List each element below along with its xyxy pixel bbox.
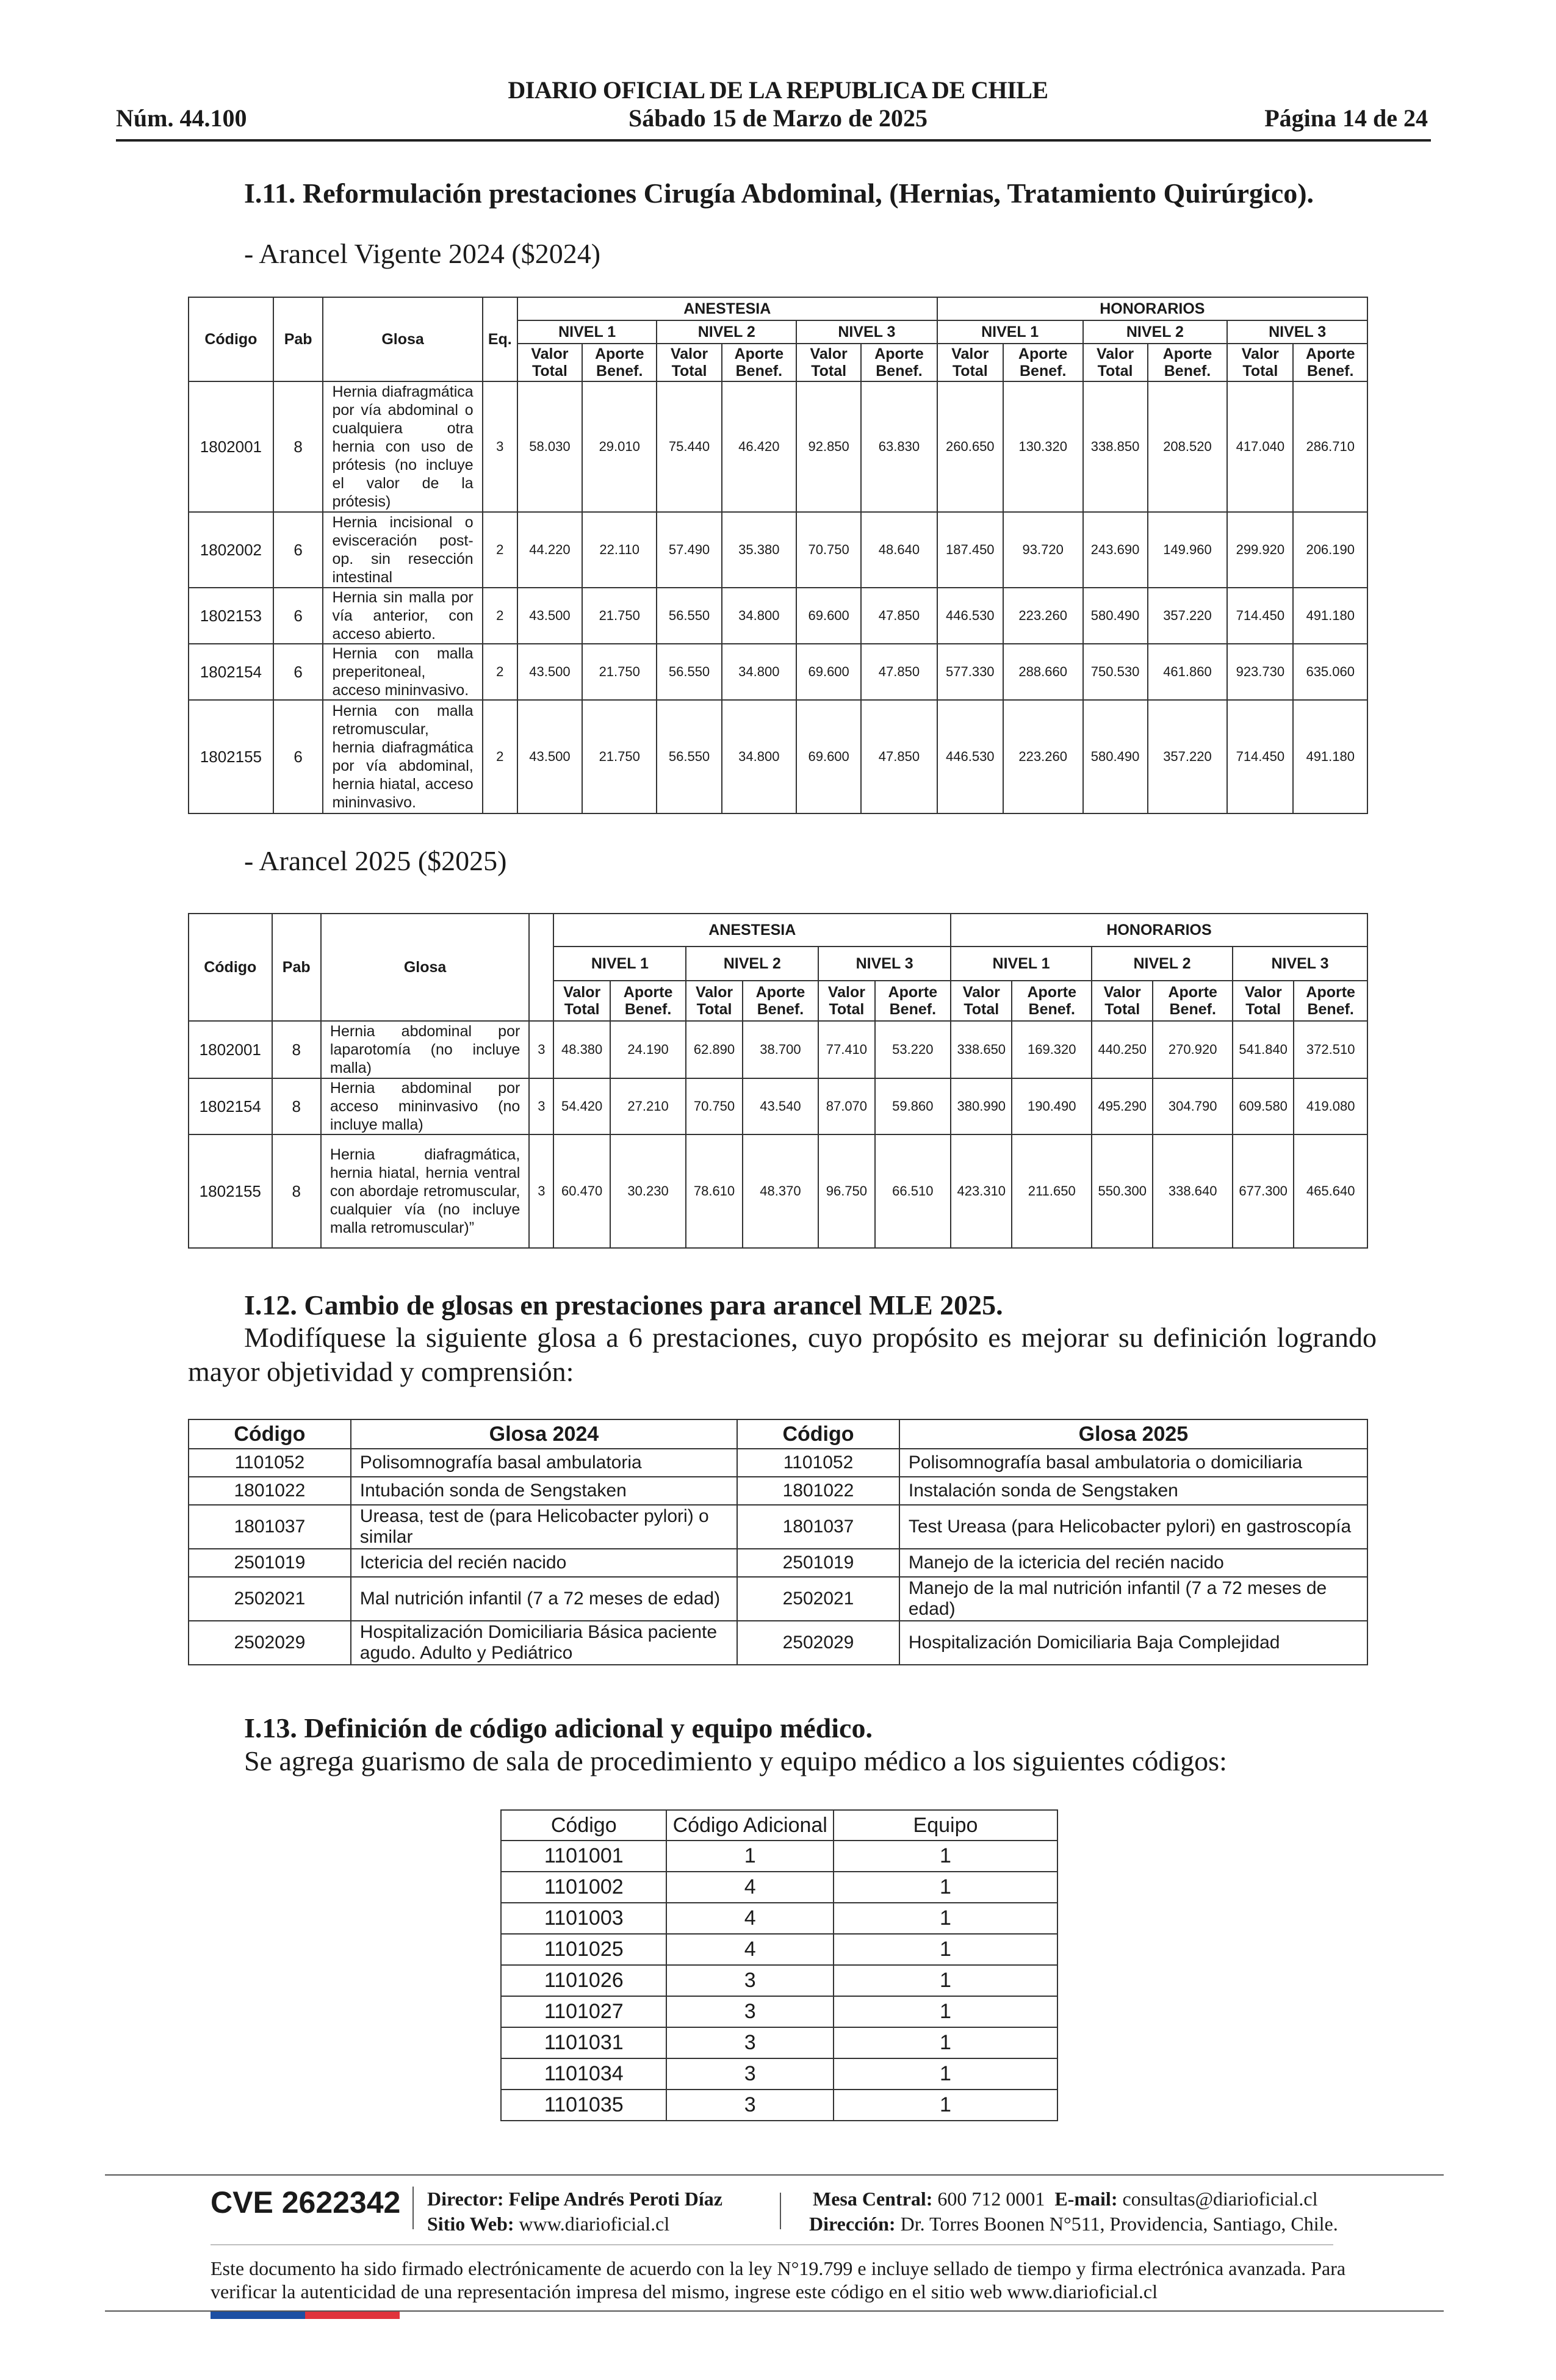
- cell-value: 69.600: [796, 644, 861, 700]
- cell-value: 96.750: [818, 1134, 874, 1248]
- cell-value: 635.060: [1293, 644, 1367, 700]
- table-row: [501, 1841, 1057, 1872]
- cell-glosa: Manejo de la ictericia del recién nacido: [899, 1549, 1367, 1577]
- cell-value: 43.540: [743, 1078, 819, 1134]
- cell-codigo-adicional: 3: [666, 2090, 833, 2121]
- cell-equipo: 1: [834, 1872, 1057, 1903]
- table-row: [501, 1872, 1057, 1903]
- cell-value: 372.510: [1294, 1021, 1367, 1078]
- cell-eq: 2: [483, 700, 517, 813]
- cell-codigo-adicional: 4: [666, 1934, 833, 1965]
- cell-value: 62.890: [686, 1021, 742, 1078]
- table-row: [189, 644, 1367, 700]
- col-header: Código Adicional: [666, 1810, 833, 1841]
- col-aporte-benef: Aporte Benef.: [1012, 981, 1092, 1021]
- cell-equipo: 1: [834, 2090, 1057, 2121]
- col-header: Equipo: [834, 1810, 1057, 1841]
- cell-equipo: 1: [834, 2058, 1057, 2090]
- cell-pab: 8: [273, 381, 323, 512]
- col-an-nivel3: NIVEL 3: [818, 947, 951, 981]
- cell-value: 750.530: [1083, 644, 1148, 700]
- web-link[interactable]: www.diarioficial.cl: [519, 2213, 670, 2235]
- col-anestesia: ANESTESIA: [517, 297, 937, 320]
- cell-value: 43.500: [517, 644, 582, 700]
- cell-value: 577.330: [937, 644, 1003, 700]
- col-valor-total: Valor Total: [517, 344, 582, 381]
- cell-value: 223.260: [1003, 588, 1083, 644]
- col-valor-total: Valor Total: [657, 344, 721, 381]
- cell-pab: 6: [273, 512, 323, 588]
- footer-divider-2: [780, 2193, 781, 2229]
- cell-glosa: Intubación sonda de Sengstaken: [351, 1477, 737, 1505]
- cell-value: 461.860: [1148, 644, 1228, 700]
- cell-value: 38.700: [743, 1021, 819, 1078]
- cell-pab: 6: [273, 588, 323, 644]
- cell-codigo: 1801037: [189, 1505, 351, 1549]
- cell-codigo: 1802155: [189, 1134, 272, 1248]
- header-rule: [116, 139, 1431, 142]
- cell-pab: 8: [272, 1134, 321, 1248]
- col-header: Código: [189, 1419, 351, 1449]
- cell-value: 30.230: [610, 1134, 686, 1248]
- footer-address: Dirección: Dr. Torres Boonen N°511, Providencia, Santiago, Chile.: [809, 2213, 1338, 2235]
- cell-value: 288.660: [1003, 644, 1083, 700]
- table-row: [189, 1078, 1367, 1134]
- cell-value: 423.310: [951, 1134, 1012, 1248]
- cell-value: 34.800: [722, 700, 796, 813]
- table-row: [501, 1965, 1057, 1996]
- table-arancel-2024: [188, 297, 1368, 814]
- section-13-paragraph: Se agrega guarismo de sala de procedimiento y equipo médico a los siguientes códigos:: [244, 1745, 1227, 1776]
- cell-value: 58.030: [517, 381, 582, 512]
- cell-codigo: 1802155: [189, 700, 273, 813]
- table-row: [189, 1577, 1367, 1621]
- cell-equipo: 1: [834, 1965, 1057, 1996]
- cell-codigo: 2502021: [189, 1577, 351, 1621]
- cell-value: 21.750: [582, 588, 657, 644]
- cell-value: 208.520: [1148, 381, 1228, 512]
- cell-codigo: 1101034: [501, 2058, 666, 2090]
- cell-value: 59.860: [875, 1078, 951, 1134]
- cell-codigo: 1802154: [189, 1078, 272, 1134]
- cell-value: 187.450: [937, 512, 1003, 588]
- cell-value: 75.440: [657, 381, 721, 512]
- cell-equipo: 1: [834, 1903, 1057, 1934]
- cell-value: 87.070: [818, 1078, 874, 1134]
- cell-value: 69.600: [796, 700, 861, 813]
- cell-eq: 3: [529, 1078, 553, 1134]
- cell-glosa: Hernia diafragmática por vía abdominal o cualquiera otra hernia con uso de prótesis (no incluye el valor de la prótesis): [323, 381, 482, 512]
- cell-codigo-adicional: 3: [666, 2027, 833, 2058]
- col-eq: Eq.: [483, 297, 517, 381]
- cell-value: 714.450: [1227, 588, 1293, 644]
- arancel-2025-subtitle: - Arancel 2025 ($2025): [244, 845, 507, 876]
- cell-codigo: 1101003: [501, 1903, 666, 1934]
- col-aporte-benef: Aporte Benef.: [610, 981, 686, 1021]
- table-row: [189, 1134, 1367, 1248]
- email-link[interactable]: consultas@diarioficial.cl: [1122, 2188, 1318, 2210]
- page-number: Página 14 de 24: [1264, 104, 1428, 132]
- cell-value: 43.500: [517, 700, 582, 813]
- table-row: [501, 2090, 1057, 2121]
- cell-value: 446.530: [937, 588, 1003, 644]
- cell-value: 57.490: [657, 512, 721, 588]
- cell-codigo: 1101025: [501, 1934, 666, 1965]
- cell-value: 53.220: [875, 1021, 951, 1078]
- cell-value: 260.650: [937, 381, 1003, 512]
- cell-glosa: Hospitalización Domiciliaria Baja Complejidad: [899, 1621, 1367, 1665]
- cell-glosa: Hernia con malla retromuscular, hernia diafragmática por vía abdominal, hernia hiatal, acceso mininvasivo.: [323, 700, 482, 813]
- section-11-title: I.11. Reformulación prestaciones Cirugía Abdominal, (Hernias, Tratamiento Quirúrgico).: [244, 178, 1314, 209]
- cell-value: 27.210: [610, 1078, 686, 1134]
- cell-eq: 3: [529, 1134, 553, 1248]
- col-header: Glosa 2024: [351, 1419, 737, 1449]
- col-an-nivel2: NIVEL 2: [657, 320, 796, 344]
- table-codigo-adicional: [500, 1809, 1058, 2121]
- cell-value: 541.840: [1233, 1021, 1294, 1078]
- cell-value: 48.370: [743, 1134, 819, 1248]
- footer-note: Este documento ha sido firmado electrónicamente de acuerdo con la ley N°19.799 e incluye sellado de tiempo y firma electrónica avanzada. Para verificar la autenticidad de una representación impresa del mismo, ingrese este código en el sitio web www.diarioficial.cl: [211, 2257, 1346, 2302]
- cell-pab: 6: [273, 644, 323, 700]
- col-pab: Pab: [272, 914, 321, 1021]
- cell-glosa: Ictericia del recién nacido: [351, 1549, 737, 1577]
- cell-value: 56.550: [657, 700, 721, 813]
- cell-value: 357.220: [1148, 700, 1228, 813]
- footer-divider: [412, 2187, 414, 2229]
- col-aporte-benef: Aporte Benef.: [1148, 344, 1228, 381]
- cell-equipo: 1: [834, 2027, 1057, 2058]
- cell-value: 47.850: [861, 644, 937, 700]
- cell-value: 206.190: [1293, 512, 1367, 588]
- section-12-paragraph: Modifíquese la siguiente glosa a 6 prestaciones, cuyo propósito es mejorar su definición logrando mayor objetividad y comprensión:: [188, 1322, 1377, 1387]
- cell-value: 22.110: [582, 512, 657, 588]
- col-valor-total: Valor Total: [1233, 981, 1294, 1021]
- cell-value: 29.010: [582, 381, 657, 512]
- table-row: [189, 1021, 1367, 1078]
- col-an-nivel3: NIVEL 3: [796, 320, 937, 344]
- col-valor-total: Valor Total: [951, 981, 1012, 1021]
- table-row: [189, 588, 1367, 644]
- cell-value: 78.610: [686, 1134, 742, 1248]
- cell-codigo: 1801037: [737, 1505, 899, 1549]
- issue-number: Núm. 44.100: [116, 104, 247, 132]
- table-row: [189, 381, 1367, 512]
- col-glosa: Glosa: [323, 297, 482, 381]
- cell-value: 190.490: [1012, 1078, 1092, 1134]
- cell-value: 47.850: [861, 700, 937, 813]
- col-valor-total: Valor Total: [553, 981, 610, 1021]
- cell-codigo: 1101052: [737, 1449, 899, 1477]
- cell-codigo-adicional: 4: [666, 1903, 833, 1934]
- table-row: [189, 1477, 1367, 1505]
- footer-director: Director: Felipe Andrés Peroti Díaz: [427, 2188, 722, 2210]
- col-ho-nivel2: NIVEL 2: [1083, 320, 1228, 344]
- cell-glosa: Hernia diafragmática, hernia hiatal, hernia ventral con abordaje retromuscular, cualquier vía (no incluye malla retromuscular)”: [321, 1134, 529, 1248]
- cell-codigo: 1801022: [737, 1477, 899, 1505]
- cell-pab: 8: [272, 1021, 321, 1078]
- cell-codigo: 1101026: [501, 1965, 666, 1996]
- cell-glosa: Mal nutrición infantil (7 a 72 meses de edad): [351, 1577, 737, 1621]
- col-codigo: Código: [189, 914, 272, 1021]
- cell-value: 21.750: [582, 700, 657, 813]
- cell-codigo: 1801022: [189, 1477, 351, 1505]
- table-row: [501, 2027, 1057, 2058]
- col-eq-blank: [529, 914, 553, 1021]
- section-13-title: I.13. Definición de código adicional y equipo médico.: [244, 1712, 873, 1744]
- table-row: [189, 512, 1367, 588]
- cell-codigo: 1802002: [189, 512, 273, 588]
- cell-value: 44.220: [517, 512, 582, 588]
- cell-codigo: 2502021: [737, 1577, 899, 1621]
- cell-codigo: 1101031: [501, 2027, 666, 2058]
- cell-codigo-adicional: 1: [666, 1841, 833, 1872]
- cell-value: 149.960: [1148, 512, 1228, 588]
- col-glosa: Glosa: [321, 914, 529, 1021]
- col-an-nivel2: NIVEL 2: [686, 947, 818, 981]
- col-honorarios: HONORARIOS: [951, 914, 1367, 947]
- cell-value: 56.550: [657, 644, 721, 700]
- cell-value: 48.640: [861, 512, 937, 588]
- col-valor-total: Valor Total: [1227, 344, 1293, 381]
- cell-value: 54.420: [553, 1078, 610, 1134]
- cell-glosa: Hernia incisional o evisceración post-op. sin resección intestinal: [323, 512, 482, 588]
- table-row: [189, 1549, 1367, 1577]
- cell-pab: 8: [272, 1078, 321, 1134]
- cell-codigo: 1101001: [501, 1841, 666, 1872]
- col-aporte-benef: Aporte Benef.: [722, 344, 796, 381]
- cell-codigo: 1802153: [189, 588, 273, 644]
- footer-web: Sitio Web: www.diarioficial.cl: [427, 2213, 670, 2235]
- col-aporte-benef: Aporte Benef.: [1153, 981, 1233, 1021]
- cell-value: 491.180: [1293, 588, 1367, 644]
- cell-codigo: 1101052: [189, 1449, 351, 1477]
- cell-value: 923.730: [1227, 644, 1293, 700]
- col-valor-total: Valor Total: [1083, 344, 1148, 381]
- col-header: Glosa 2025: [899, 1419, 1367, 1449]
- table-glosas: [188, 1419, 1368, 1665]
- cell-pab: 6: [273, 700, 323, 813]
- cell-codigo-adicional: 3: [666, 1996, 833, 2027]
- cell-value: 34.800: [722, 588, 796, 644]
- cell-codigo: 1101027: [501, 1996, 666, 2027]
- cell-codigo: 1101002: [501, 1872, 666, 1903]
- cve-code: CVE 2622342: [211, 2185, 401, 2220]
- col-aporte-benef: Aporte Benef.: [1293, 344, 1367, 381]
- cell-value: 70.750: [686, 1078, 742, 1134]
- cell-value: 169.320: [1012, 1021, 1092, 1078]
- cell-glosa: Hernia con malla preperitoneal, acceso mininvasivo.: [323, 644, 482, 700]
- cell-value: 93.720: [1003, 512, 1083, 588]
- cell-codigo-adicional: 3: [666, 1965, 833, 1996]
- col-aporte-benef: Aporte Benef.: [875, 981, 951, 1021]
- cell-value: 419.080: [1294, 1078, 1367, 1134]
- cell-value: 63.830: [861, 381, 937, 512]
- table-row: [189, 1449, 1367, 1477]
- col-valor-total: Valor Total: [937, 344, 1003, 381]
- table-row: [501, 1996, 1057, 2027]
- col-aporte-benef: Aporte Benef.: [1003, 344, 1083, 381]
- issue-date: Sábado 15 de Marzo de 2025: [629, 104, 927, 132]
- cell-value: 299.920: [1227, 512, 1293, 588]
- cell-value: 46.420: [722, 381, 796, 512]
- cell-value: 338.650: [951, 1021, 1012, 1078]
- cell-value: 92.850: [796, 381, 861, 512]
- col-ho-nivel3: NIVEL 3: [1233, 947, 1367, 981]
- cell-value: 580.490: [1083, 588, 1148, 644]
- cell-value: 714.450: [1227, 700, 1293, 813]
- cell-value: 270.920: [1153, 1021, 1233, 1078]
- table-row: [501, 2058, 1057, 2090]
- cell-value: 66.510: [875, 1134, 951, 1248]
- col-header: Código: [737, 1419, 899, 1449]
- cell-eq: 2: [483, 588, 517, 644]
- cell-codigo-adicional: 3: [666, 2058, 833, 2090]
- cell-value: 223.260: [1003, 700, 1083, 813]
- cell-value: 211.650: [1012, 1134, 1092, 1248]
- cell-value: 380.990: [951, 1078, 1012, 1134]
- flag-blue-bar: [211, 2312, 305, 2319]
- cell-value: 48.380: [553, 1021, 610, 1078]
- col-aporte-benef: Aporte Benef.: [743, 981, 819, 1021]
- cell-value: 69.600: [796, 588, 861, 644]
- cell-value: 70.750: [796, 512, 861, 588]
- cell-value: 550.300: [1092, 1134, 1153, 1248]
- cell-codigo: 1802001: [189, 381, 273, 512]
- cell-value: 47.850: [861, 588, 937, 644]
- section-12-title: I.12. Cambio de glosas en prestaciones para arancel MLE 2025.: [244, 1289, 1003, 1321]
- cell-value: 338.850: [1083, 381, 1148, 512]
- col-honorarios: HONORARIOS: [937, 297, 1367, 320]
- cell-glosa: Hospitalización Domiciliaria Básica paciente agudo. Adulto y Pediátrico: [351, 1621, 737, 1665]
- col-ho-nivel1: NIVEL 1: [937, 320, 1083, 344]
- cell-value: 495.290: [1092, 1078, 1153, 1134]
- cell-value: 609.580: [1233, 1078, 1294, 1134]
- cell-value: 130.320: [1003, 381, 1083, 512]
- cell-equipo: 1: [834, 1841, 1057, 1872]
- cell-eq: 3: [529, 1021, 553, 1078]
- col-an-nivel1: NIVEL 1: [553, 947, 686, 981]
- cell-value: 677.300: [1233, 1134, 1294, 1248]
- cell-value: 304.790: [1153, 1078, 1233, 1134]
- table-row: [501, 1903, 1057, 1934]
- cell-value: 77.410: [818, 1021, 874, 1078]
- cell-value: 43.500: [517, 588, 582, 644]
- col-valor-total: Valor Total: [1092, 981, 1153, 1021]
- cell-value: 286.710: [1293, 381, 1367, 512]
- cell-eq: 2: [483, 644, 517, 700]
- cell-codigo: 2502029: [189, 1621, 351, 1665]
- cell-codigo: 2501019: [737, 1549, 899, 1577]
- cell-value: 56.550: [657, 588, 721, 644]
- col-ho-nivel1: NIVEL 1: [951, 947, 1092, 981]
- cell-codigo: 1101035: [501, 2090, 666, 2121]
- cell-codigo: 1802154: [189, 644, 273, 700]
- cell-value: 440.250: [1092, 1021, 1153, 1078]
- newspaper-title: DIARIO OFICIAL DE LA REPUBLICA DE CHILE: [508, 76, 1048, 104]
- cell-value: 35.380: [722, 512, 796, 588]
- col-an-nivel1: NIVEL 1: [517, 320, 657, 344]
- table-row: [501, 1934, 1057, 1965]
- cell-value: 465.640: [1294, 1134, 1367, 1248]
- cell-glosa: Hernia sin malla por vía anterior, con acceso abierto.: [323, 588, 482, 644]
- cell-codigo: 2501019: [189, 1549, 351, 1577]
- col-anestesia: ANESTESIA: [553, 914, 951, 947]
- col-ho-nivel3: NIVEL 3: [1227, 320, 1367, 344]
- col-pab: Pab: [273, 297, 323, 381]
- col-aporte-benef: Aporte Benef.: [582, 344, 657, 381]
- col-valor-total: Valor Total: [818, 981, 874, 1021]
- table-row: [189, 700, 1367, 813]
- cell-glosa: Instalación sonda de Sengstaken: [899, 1477, 1367, 1505]
- table-arancel-2025: [188, 913, 1368, 1249]
- cell-value: 60.470: [553, 1134, 610, 1248]
- cell-value: 24.190: [610, 1021, 686, 1078]
- table-row: [189, 1621, 1367, 1665]
- cell-value: 357.220: [1148, 588, 1228, 644]
- col-aporte-benef: Aporte Benef.: [1294, 981, 1367, 1021]
- arancel-2024-subtitle: - Arancel Vigente 2024 ($2024): [244, 238, 601, 269]
- col-valor-total: Valor Total: [686, 981, 742, 1021]
- cell-eq: 3: [483, 381, 517, 512]
- cell-glosa: Test Ureasa (para Helicobacter pylori) en gastroscopía: [899, 1505, 1367, 1549]
- cell-glosa: Hernia abdominal por acceso mininvasivo (no incluye malla): [321, 1078, 529, 1134]
- cell-glosa: Polisomnografía basal ambulatoria: [351, 1449, 737, 1477]
- col-aporte-benef: Aporte Benef.: [861, 344, 937, 381]
- cell-glosa: Ureasa, test de (para Helicobacter pylori) o similar: [351, 1505, 737, 1549]
- cell-value: 580.490: [1083, 700, 1148, 813]
- table-row: [189, 1505, 1367, 1549]
- cell-equipo: 1: [834, 1934, 1057, 1965]
- cell-value: 21.750: [582, 644, 657, 700]
- cell-value: 446.530: [937, 700, 1003, 813]
- footer-contact: Mesa Central: 600 712 0001 E-mail: consultas@diarioficial.cl: [813, 2188, 1318, 2210]
- cell-equipo: 1: [834, 1996, 1057, 2027]
- flag-red-bar: [305, 2312, 400, 2319]
- cell-value: 417.040: [1227, 381, 1293, 512]
- col-ho-nivel2: NIVEL 2: [1092, 947, 1233, 981]
- cell-glosa: Polisomnografía basal ambulatoria o domiciliaria: [899, 1449, 1367, 1477]
- cell-value: 243.690: [1083, 512, 1148, 588]
- cell-value: 34.800: [722, 644, 796, 700]
- cell-glosa: Hernia abdominal por laparotomía (no incluye malla): [321, 1021, 529, 1078]
- cell-codigo-adicional: 4: [666, 1872, 833, 1903]
- cell-value: 338.640: [1153, 1134, 1233, 1248]
- col-header: Código: [501, 1810, 666, 1841]
- cell-eq: 2: [483, 512, 517, 588]
- col-valor-total: Valor Total: [796, 344, 861, 381]
- cell-value: 491.180: [1293, 700, 1367, 813]
- cell-glosa: Manejo de la mal nutrición infantil (7 a 72 meses de edad): [899, 1577, 1367, 1621]
- col-codigo: Código: [189, 297, 273, 381]
- cell-codigo: 1802001: [189, 1021, 272, 1078]
- cell-codigo: 2502029: [737, 1621, 899, 1665]
- footer-rule-top: [105, 2174, 1444, 2176]
